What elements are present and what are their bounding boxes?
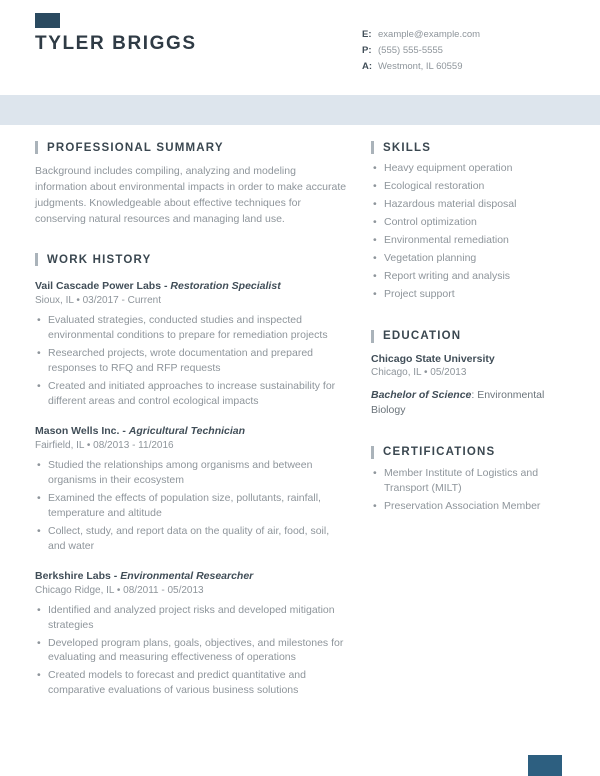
school-name: Chicago State University <box>371 352 495 365</box>
candidate-name: TYLER BRIGGS <box>35 33 197 54</box>
bullet-item: • Created models to forecast and predict quantitative and comparative evaluations of various business solutions <box>35 668 347 698</box>
job-meta: Fairfield, IL • 08/2013 - 11/2016 <box>35 440 174 452</box>
skills-title-text: SKILLS <box>383 141 432 154</box>
job-meta: Chicago Ridge, IL • 08/2011 - 05/2013 <box>35 584 204 596</box>
job-title <box>35 424 347 438</box>
phone-label: P: <box>362 44 372 56</box>
job-title <box>35 569 347 583</box>
skill-item: • Heavy equipment operation <box>371 161 565 176</box>
certifications-section-title <box>371 446 565 459</box>
section-work-history <box>35 253 347 698</box>
title-separator: - <box>163 280 168 293</box>
section-title-bar <box>371 330 374 343</box>
job-bullets <box>35 313 347 408</box>
skill-item: • Hazardous material disposal <box>371 197 565 212</box>
right-column <box>371 141 565 701</box>
bullet-item: • Evaluated strategies, conducted studies and inspected environmental conditions to prepare for remediation projects <box>35 313 347 343</box>
company-name: Berkshire Labs <box>35 569 111 582</box>
education-meta: Chicago, IL • 05/2013 <box>371 366 467 378</box>
job-role: Restoration Specialist <box>170 280 281 293</box>
job-entry <box>35 569 347 699</box>
bullet-item: • Researched projects, wrote documentation and prepared responses to RFQ and RFP requests <box>35 346 347 376</box>
work-section-title <box>35 253 347 266</box>
contact-address-row <box>362 60 565 74</box>
skill-item: • Project support <box>371 287 565 302</box>
title-separator: - <box>122 424 126 437</box>
summary-title-text: PROFESSIONAL SUMMARY <box>47 141 224 154</box>
section-education <box>371 330 565 418</box>
skill-item: • Report writing and analysis <box>371 269 565 284</box>
skill-item: • Vegetation planning <box>371 251 565 266</box>
job-entry <box>35 279 347 409</box>
contact-phone-row <box>362 44 565 58</box>
top-left-accent-bar <box>35 13 60 28</box>
section-title-bar <box>35 253 38 266</box>
degree-name: Bachelor of Science <box>371 388 472 401</box>
job-title <box>35 279 347 293</box>
skill-item: • Ecological restoration <box>371 179 565 194</box>
degree-line <box>371 388 565 418</box>
section-title-bar <box>371 446 374 459</box>
certifications-title-text: CERTIFICATIONS <box>383 446 496 459</box>
body-columns <box>0 125 600 701</box>
bottom-right-accent-bar <box>528 755 562 776</box>
bullet-item: • Collect, study, and report data on the quality of air, food, soil, and water <box>35 524 347 554</box>
certification-item: • Preservation Association Member <box>371 499 565 514</box>
section-certifications <box>371 446 565 514</box>
bullet-item: • Identified and analyzed project risks and developed mitigation strategies <box>35 603 347 633</box>
summary-text: Background includes compiling, analyzing and modeling information about environmental impacts in order to make accurate judgments. Knowledgeable about effective techniques for conserving natural resources and managing land use. <box>35 165 347 225</box>
job-meta: Sioux, IL • 03/2017 - Current <box>35 295 161 307</box>
address-value: Westmont, IL 60559 <box>378 60 463 72</box>
education-title-text: EDUCATION <box>383 330 462 343</box>
job-bullets <box>35 603 347 698</box>
email-value: example@example.com <box>378 29 481 40</box>
bullet-item: • Created and initiated approaches to increase sustainability for different areas and control ecological impacts <box>35 379 347 409</box>
contact-email-row <box>362 28 565 42</box>
phone-value: (555) 555-5555 <box>378 44 443 56</box>
job-role: Environmental Researcher <box>120 569 254 582</box>
work-title-text: WORK HISTORY <box>47 253 152 266</box>
company-name: Mason Wells Inc. <box>35 424 120 437</box>
job-bullets <box>35 458 347 553</box>
degree-detail: : Environmental Biology <box>371 388 545 416</box>
email-label: E: <box>362 29 372 40</box>
skills-section-title <box>371 141 565 154</box>
header <box>0 0 600 75</box>
summary-section-title <box>35 141 347 154</box>
section-professional-summary <box>35 141 347 227</box>
section-skills <box>371 141 565 301</box>
skill-item: • Control optimization <box>371 215 565 230</box>
job-role: Agricultural Technician <box>128 424 246 437</box>
bullet-item: • Studied the relationships among organisms and between organisms in their ecosystem <box>35 458 347 488</box>
section-title-bar <box>35 141 38 154</box>
bullet-item: • Developed program plans, goals, objectives, and milestones for evaluating and measuring effectiveness of operations <box>35 636 347 666</box>
certifications-list <box>371 466 565 514</box>
contact-block <box>362 28 565 75</box>
title-separator: - <box>113 569 118 582</box>
company-name: Vail Cascade Power Labs <box>35 280 162 293</box>
job-entry <box>35 424 347 554</box>
left-column <box>35 141 347 701</box>
section-title-bar <box>371 141 374 154</box>
bullet-item: • Examined the effects of population size, pollutants, rainfall, temperature and altitude <box>35 491 347 521</box>
skills-list <box>371 161 565 301</box>
address-label: A: <box>362 60 373 72</box>
education-section-title <box>371 330 565 343</box>
skill-item: • Environmental remediation <box>371 233 565 248</box>
certification-item: • Member Institute of Logistics and Transport (MILT) <box>371 466 565 496</box>
divider-band <box>0 95 600 125</box>
